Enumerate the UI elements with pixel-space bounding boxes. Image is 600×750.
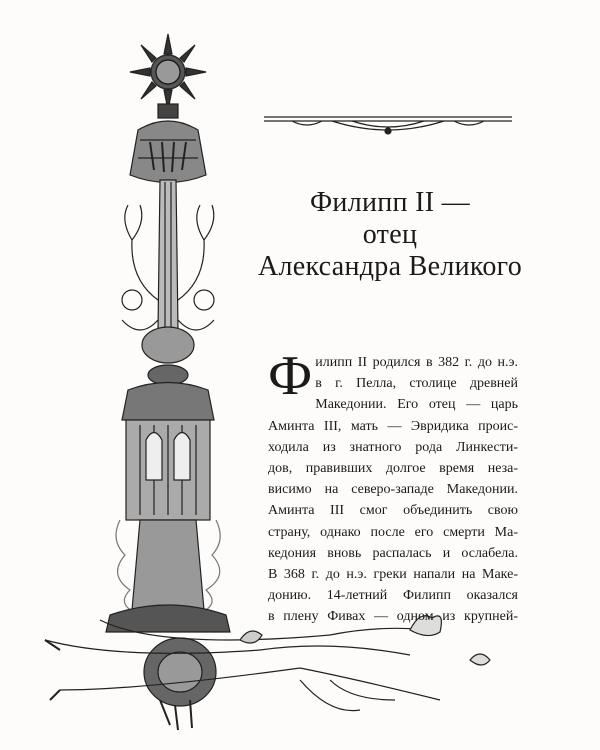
body-line: дов, правивших долгое время неза- [268,461,518,477]
body-line: донию. 14-летний Филипп оказался [268,588,518,604]
sun-emblem-icon [130,34,206,110]
ornamental-divider-icon [262,105,514,145]
body-line: висимо на северо-западе Македонии. [268,482,518,498]
title-line-1: Филипп II — [310,187,470,218]
body-line: Аминта III смог объединить свою [268,503,518,519]
body-line: кедония вновь распалась и ослабела. [268,545,518,561]
body-paragraph [268,345,518,628]
body-line: в плену Фивах — одном из крупней- [268,609,518,625]
body-line: илипп II родился в 382 г. до н.э. [315,355,518,370]
body-line: страну, однако после его смерти Ма- [268,524,518,540]
body-line: ходила из знатного рода Линкести- [268,439,518,455]
drop-cap: Ф [268,345,313,407]
body-line: в г. Пелла, столице древней [315,376,518,392]
body-line: Аминта III, мать — Эвридика проис- [268,418,518,434]
title-line-2: отец [362,219,418,250]
body-line: В 368 г. до н.э. греки напали на Маке- [268,567,518,583]
title-line-3: Александра Великого [257,251,523,282]
body-line: Македонии. Его отец — царь [315,397,518,413]
